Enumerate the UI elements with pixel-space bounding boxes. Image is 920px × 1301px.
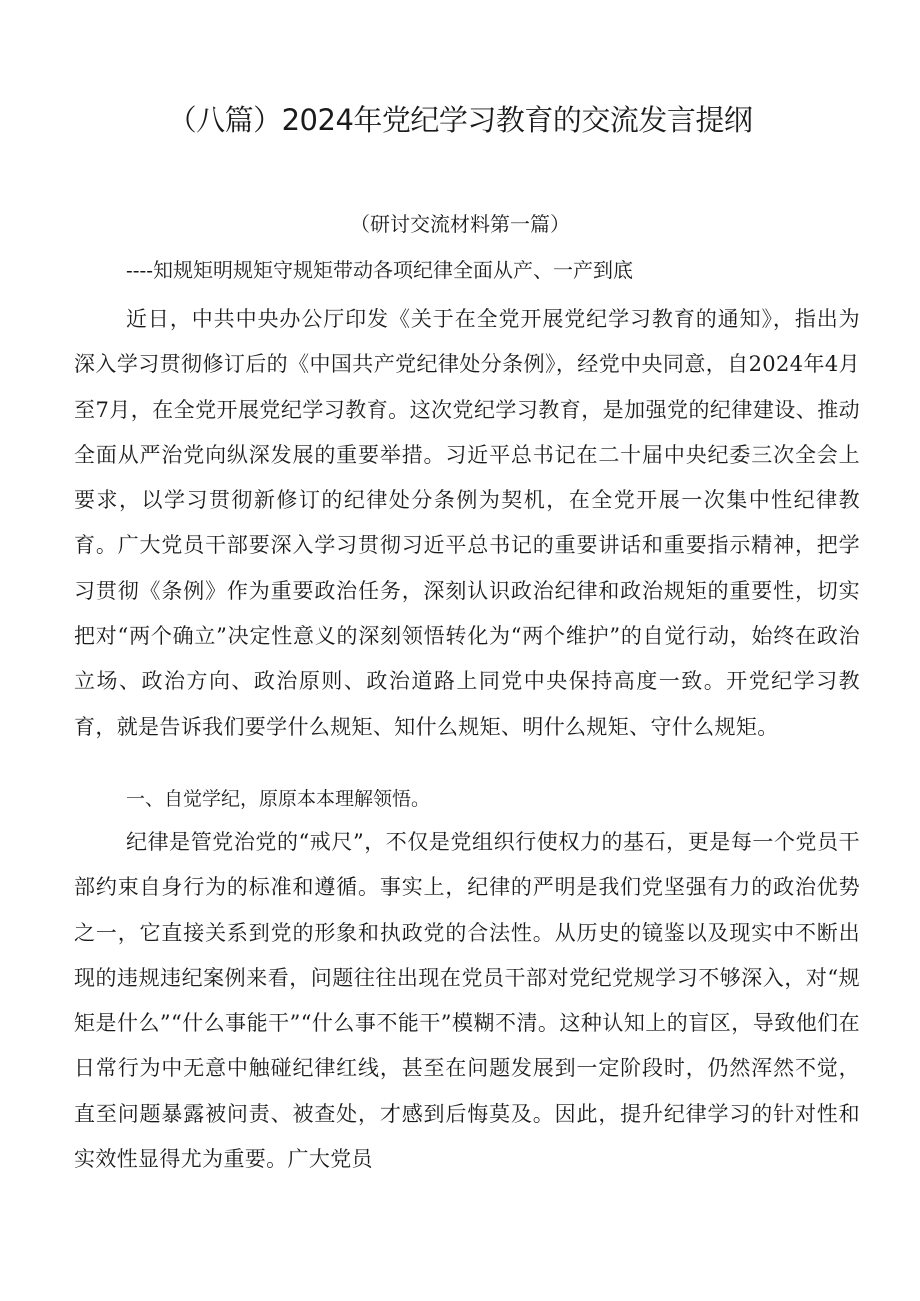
paragraph-section-1: 纪律是管党治党的“戒尺”，不仅是党组织行使权力的基石，更是每一个党员干部约束自身行为的标准和遵循。事实上，纪律的严明是我们党坚强有力的政治优势之一，它直接关系到党的形象和执政党的合法性。从历史的镜鉴以及现实中不断出现的违规违纪案例来看，问题往往出现在党员干部对党纪党规学习不够深入，对“规矩是什么”“什么事能干”“什么事不能干”模糊不清。这种认知上的盲区，导致他们在日常行为中无意中触碰纪律红线，甚至在问题发展到一定阶段时，仍然浑然不觉，直至问题暴露被问责、被查处，才感到后悔莫及。因此，提升纪律学习的针对性和实效性显得尤为重要。广大党员	[74, 830, 860, 1172]
paragraph-intro: 近日，中共中央办公厅印发《关于在全党开展党纪学习教育的通知》，指出为深入学习贯彻修订后的《中国共产党纪律处分条例》，经党中央同意，自2024年4月至7月，在全党开展党纪学习教育。这次党纪学习教育，是加强党的纪律建设、推动全面从严治党向纵深发展的重要举措。习近平总书记在二十届中央纪委三次全会上要求，以学习贯彻新修订的纪律处分条例为契机，在全党开展一次集中性纪律教育。广大党员干部要深入学习贯彻习近平总书记的重要讲话和重要指示精神，把学习贯彻《条例》作为重要政治任务，深刻认识政治纪律和政治规矩的重要性，切实把对“两个确立”决定性意义的深刻领悟转化为“两个维护”的自觉行动，始终在政治立场、政治方向、政治原则、政治道路上同党中央保持高度一致。开党纪学习教育，就是告诉我们要学什么规矩、知什么规矩、明什么规矩、守什么规矩。	[74, 307, 860, 739]
document-subtitle: （研讨交流材料第一篇）	[350, 212, 570, 236]
section-heading-1: 一、自觉学纪，原原本本理解领悟。	[126, 788, 431, 810]
document-title: （八篇）2024年党纪学习教育的交流发言提纲	[167, 103, 753, 137]
document-sub-heading: ----知规矩明规矩守规矩带动各项纪律全面从产、一产到底	[126, 258, 634, 282]
